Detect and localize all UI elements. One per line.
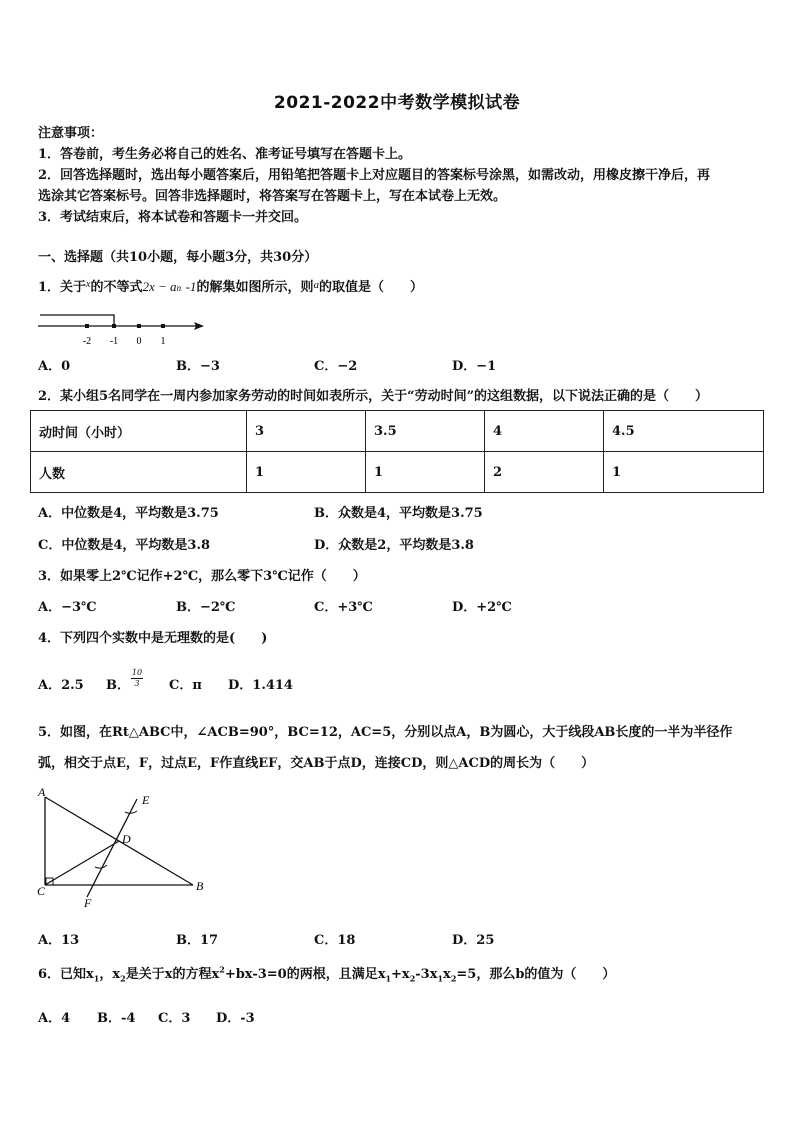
table-cell: 1 [247, 452, 366, 493]
tick-point [112, 324, 116, 328]
point-label-f: F [84, 896, 92, 910]
question-5-line-1: 5．如图，在Rt△ABC中，∠ACB=90°，BC=12，AC=5，分别以点A，B为圆心，大于线段AB长度的一半为半径作 [38, 725, 733, 740]
table-cell: 4.5 [604, 411, 764, 452]
point-label-b: B [196, 879, 204, 893]
tick-label: -1 [109, 336, 119, 347]
tick-point [137, 324, 141, 328]
question-3: 3．如果零上2℃记作+2℃，那么零下3℃记作（ ） [38, 569, 366, 584]
q4-option-d[interactable]: D．1.414 [228, 678, 293, 693]
point-label-e: E [142, 793, 150, 807]
section-heading: 一、选择题（共10小题，每小题3分，共30分） [38, 250, 318, 265]
q5-option-c[interactable]: C．18 [314, 933, 356, 948]
q5-option-a[interactable]: A．13 [38, 933, 80, 948]
note-line-2b: 选涂其它答案标号。回答非选择题时，将答案写在答题卡上，写在本试卷上无效。 [38, 189, 507, 204]
note-line-2a: 2．回答选择题时，选出每小题答案后，用铅笔把答题卡上对应题目的答案标号涂黑，如需改动，用橡皮擦干净后，再 [38, 168, 711, 183]
page-title: 2021-2022中考数学模拟试卷 [273, 93, 521, 113]
q3-option-d[interactable]: D．+2℃ [452, 600, 512, 615]
q1-post2: 的取值是（ ） [318, 280, 423, 295]
segment-cd [45, 841, 119, 885]
q1-expr: 2x − a [142, 279, 177, 294]
q2-option-b[interactable]: B．众数是4，平均数是3.75 [314, 506, 483, 521]
triangle-figure [34, 785, 214, 911]
note-line-3: 3．考试结束后，将本试卷和答题卡一并交回。 [38, 210, 308, 225]
tick-label: 1 [160, 336, 166, 347]
subscript: 1 [93, 973, 100, 984]
q4-option-c[interactable]: C．π [169, 678, 202, 693]
q1-var-x: x [86, 279, 91, 290]
question-1: 1．关于$^x$的不等式2x − an -1的解集如图所示，则$^a$的取值是（ ） [38, 279, 423, 295]
fraction-numerator: 10 [131, 668, 143, 677]
table-cell: 3 [247, 411, 366, 452]
table-cell: 动时间（小时） [31, 411, 247, 452]
q4-option-b[interactable] [106, 674, 130, 693]
q6-option-d[interactable]: D．-3 [216, 1011, 255, 1026]
note-line-1: 1．答卷前，考生务必将自己的姓名、准考证号填写在答题卡上。 [38, 147, 412, 162]
table-cell: 4 [485, 411, 604, 452]
fraction [131, 668, 143, 689]
q6-text: 是关于x的方程x [125, 967, 220, 982]
q6-option-c[interactable]: C．3 [158, 1011, 191, 1026]
question-5-line-2: 弧，相交于点E，F，过点E，F作直线EF，交AB于点D，连接CD，则△ACD的周长为（ ） [38, 756, 595, 771]
tick-label: -2 [82, 336, 92, 347]
q1-option-b[interactable]: B．−3 [176, 359, 220, 374]
q6-text: +bx-3=0的两根，且满足x [224, 967, 386, 982]
q6-option-b[interactable]: B．-4 [97, 1011, 136, 1026]
q1-option-c[interactable]: C．−2 [314, 359, 358, 374]
q1-option-d[interactable]: D．−1 [452, 359, 497, 374]
labor-time-table [30, 410, 764, 493]
notes-heading: 注意事项： [38, 126, 104, 141]
table-cell: 1 [604, 452, 764, 493]
q2-option-c[interactable]: C．中位数是4，平均数是3.8 [38, 538, 211, 553]
q6-text: +x [391, 967, 410, 982]
q5-option-b[interactable]: B．17 [176, 933, 219, 948]
fraction-denominator: 3 [134, 679, 140, 688]
tick-point [85, 324, 89, 328]
q3-option-a[interactable]: A．−3℃ [38, 600, 97, 615]
q1-pre: 1．关于 [38, 280, 87, 295]
number-line [36, 312, 208, 352]
q3-option-c[interactable]: C．+3℃ [314, 600, 373, 615]
q1-option-a[interactable]: A．0 [38, 359, 71, 374]
subscript: 2 [120, 973, 126, 984]
question-6 [38, 963, 615, 984]
q6-text: -3x [415, 967, 438, 982]
q1-expr-tail: -1 [185, 279, 197, 294]
q6-option-a[interactable]: A．4 [38, 1011, 71, 1026]
q6-text: x [443, 967, 451, 982]
point-label-d: D [122, 832, 131, 846]
q6-text: =5，那么b的值为（ ） [456, 967, 616, 982]
q1-var-a: a [313, 279, 319, 291]
solution-bracket [40, 315, 114, 326]
table-cell: 3.5 [366, 411, 485, 452]
q4-option-b-label: B． [106, 678, 130, 693]
q4-option-a[interactable]: A．2.5 [38, 678, 84, 693]
table-cell: 2 [485, 452, 604, 493]
q5-option-d[interactable]: D．25 [452, 933, 495, 948]
q2-option-d[interactable]: D．众数是2，平均数是3.8 [314, 538, 474, 553]
table-cell: 人数 [31, 452, 247, 493]
table-cell: 1 [366, 452, 485, 493]
subscript: 2 [409, 973, 416, 984]
subscript: 1 [437, 973, 444, 984]
table-row [31, 452, 764, 493]
point-label-a: A [38, 785, 46, 799]
point-label-c: C [37, 884, 46, 898]
superscript: 2 [219, 964, 225, 975]
q2-option-a[interactable]: A．中位数是4，平均数是3.75 [38, 506, 219, 521]
question-4: 4．下列四个实数中是无理数的是( ) [38, 631, 268, 646]
subscript: 1 [385, 973, 392, 984]
tick-point [161, 324, 165, 328]
question-2: 2．某小组5名同学在一周内参加家务劳动的时间如表所示，关于“劳动时间”的这组数据，以下说法正确的是（ ） [38, 389, 709, 404]
q1-post: 的解集如图所示，则 [196, 280, 314, 295]
tick-label: 0 [136, 336, 142, 347]
arc-mark-f [95, 865, 107, 868]
q6-text: 6．已知x [38, 967, 94, 982]
table-row [31, 411, 764, 452]
subscript: 2 [450, 973, 457, 984]
q6-text: ，x [99, 967, 121, 982]
q3-option-b[interactable]: B．−2℃ [176, 600, 236, 615]
q1-mid: 的不等式 [90, 280, 143, 295]
